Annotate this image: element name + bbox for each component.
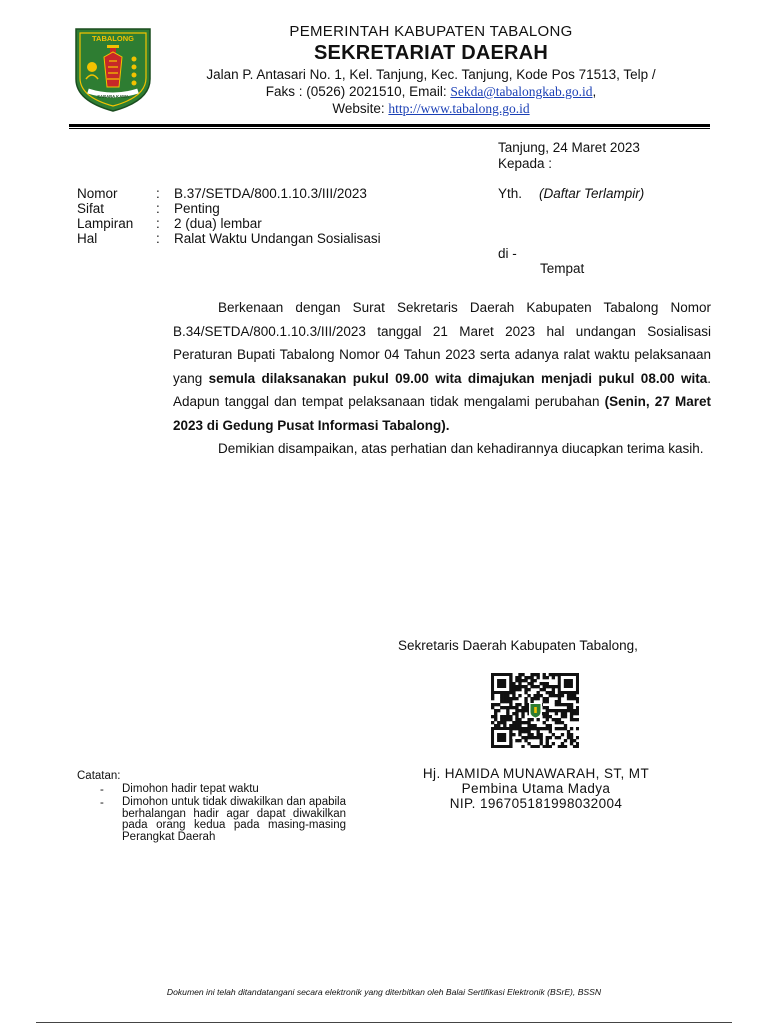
signatory-title: Sekretaris Daerah Kabupaten Tabalong, — [398, 638, 638, 653]
regency-logo — [74, 27, 152, 112]
body-text: . Adapun tanggal dan tempat pelaksanaan tidak mengalami perubahan — [173, 370, 711, 409]
notes-label: Catatan: — [77, 770, 121, 782]
meta-colon: : — [156, 231, 160, 246]
contact-line — [150, 84, 712, 100]
meta-value-hal: Ralat Waktu Undangan Sosialisasi — [174, 231, 381, 246]
meta-value-sifat: Penting — [174, 201, 220, 216]
email-link[interactable]: Sekda@tabalongkab.go.id — [450, 84, 593, 99]
recipient: (Daftar Terlampir) — [539, 186, 645, 201]
to-label: Kepada : — [498, 156, 553, 171]
signatory-rank: Pembina Utama Madya — [461, 781, 611, 796]
signatory-name: Hj. HAMIDA MUNAWARAH, ST, MT — [422, 766, 650, 781]
website-line — [150, 101, 712, 117]
qr-code — [491, 673, 579, 748]
body-text: Berkenaan dengan Surat Sekretaris Daerah Kabupaten Tabalong Nomor B.34/SETDA/800.1.10.3/III/2023 tanggal 21 Maret 2023 hal undangan Sosialisasi Peraturan Bupati Tabalong Nomor 04 Tahun 2023 serta adanya ralat waktu pelaksanaan yang — [173, 300, 711, 386]
website-label: Website: — [332, 101, 389, 116]
body-paragraph-1 — [173, 296, 711, 437]
place-date: Tanjung, 24 Maret 2023 — [498, 140, 640, 155]
place-label: Tempat — [540, 261, 585, 276]
meta-colon: : — [156, 201, 160, 216]
fax-text: Faks : (0526) 2021510, Email: — [265, 84, 451, 99]
body-bold-time: semula dilaksanakan pukul 09.00 wita dimajukan menjadi pukul 08.00 wita — [208, 370, 708, 386]
note-item: Dimohon untuk tidak diwakilkan dan apabila berhalangan hadir agar dapat diwakilkan pada orang kedua pada masing-masing Perangkat Daerah — [122, 796, 346, 843]
letter-body — [173, 296, 711, 461]
website-link[interactable]: http://www.tabalong.go.id — [388, 101, 530, 116]
meta-label-nomor: Nomor — [77, 186, 118, 201]
meta-colon: : — [156, 186, 160, 201]
government-name: PEMERINTAH KABUPATEN TABALONG — [289, 23, 573, 40]
office-name: SEKRETARIAT DAERAH — [314, 42, 548, 64]
meta-label-lampiran: Lampiran — [77, 216, 134, 231]
note-bullet: - — [100, 797, 104, 809]
meta-value-lampiran: 2 (dua) lembar — [174, 216, 262, 231]
svg-text:SARABA KAWA: SARABA KAWA — [97, 94, 129, 99]
meta-label-hal: Hal — [77, 231, 98, 246]
body-bold-venue: (Senin, 27 Maret 2023 di Gedung Pusat Informasi Tabalong). — [173, 394, 712, 433]
address-line: Jalan P. Antasari No. 1, Kel. Tanjung, Kec. Tanjung, Kode Pos 71513, Telp / — [206, 67, 656, 82]
meta-colon: : — [156, 216, 160, 231]
signatory-nip: NIP. 196705181998032004 — [449, 796, 623, 811]
note-item: Dimohon hadir tepat waktu — [122, 783, 259, 795]
header-divider-thick — [69, 124, 710, 127]
yth-label: Yth. — [498, 186, 523, 201]
header-divider-thin — [69, 128, 710, 129]
di-label: di - — [498, 246, 517, 261]
e-signature-footer: Dokumen ini telah ditandatangani secara elektronik yang diterbitkan oleh Balai Sertifikasi Elektronik (BSrE), BSSN — [166, 987, 602, 997]
svg-text:TABALONG: TABALONG — [92, 34, 134, 43]
comma-text: , — [592, 84, 597, 99]
meta-value-nomor: B.37/SETDA/800.1.10.3/III/2023 — [174, 186, 367, 201]
note-bullet: - — [100, 784, 104, 796]
meta-label-sifat: Sifat — [77, 201, 105, 216]
body-paragraph-2: Demikian disampaikan, atas perhatian dan kehadirannya diucapkan terima kasih. — [218, 441, 704, 456]
footer-divider — [36, 1022, 732, 1023]
